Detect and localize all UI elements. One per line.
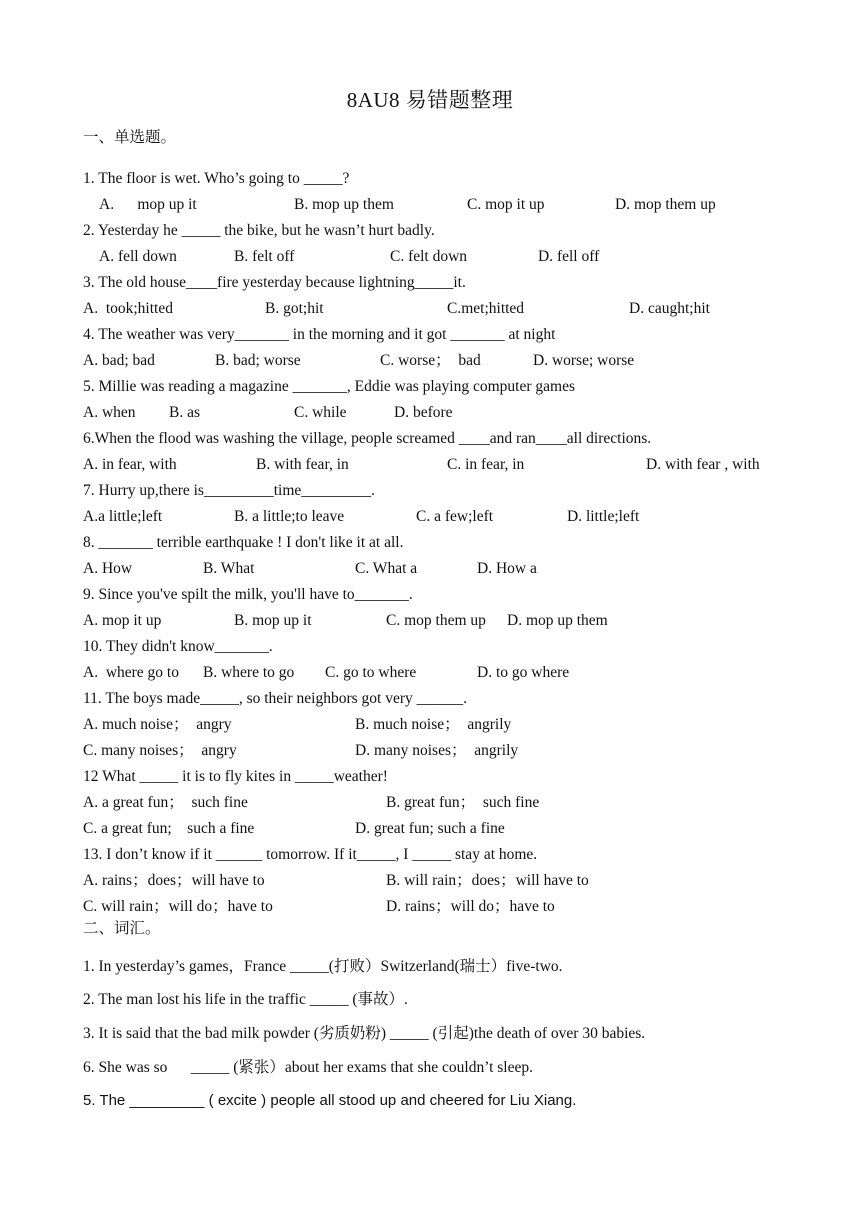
question-12-option-d: D. great fun; such a fine bbox=[355, 820, 505, 837]
question-7-option-a: A.a little;left bbox=[83, 508, 163, 525]
question-2-option-c: C. felt down bbox=[390, 248, 468, 265]
question-5-option-c: C. while bbox=[294, 404, 347, 421]
question-6-option-c: C. in fear, in bbox=[447, 456, 525, 473]
question-5-option-d: D. before bbox=[394, 404, 453, 421]
question-5-stem: 5. Millie was reading a magazine _______, Eddie was playing computer games bbox=[83, 378, 575, 395]
question-6-option-b: B. with fear, in bbox=[256, 456, 349, 473]
question-5-option-a: A. when bbox=[83, 404, 136, 421]
question-2-option-d: D. fell off bbox=[538, 248, 600, 265]
question-3-option-a: A. took;hitted bbox=[83, 300, 173, 317]
vocab-item-5: 5. The _________ ( excite ) people all stood up and cheered for Liu Xiang. bbox=[83, 1092, 577, 1109]
page-title: 8AU8 易错题整理 bbox=[346, 88, 514, 112]
question-4-stem: 4. The weather was very_______ in the morning and it got _______ at night bbox=[83, 326, 556, 343]
question-5-option-b: B. as bbox=[169, 404, 200, 421]
section-heading-single-choice: 一、单选题。 bbox=[83, 129, 177, 146]
vocab-item-2: 2. The man lost his life in the traffic _____ (事故）. bbox=[83, 991, 408, 1008]
question-9-option-c: C. mop them up bbox=[386, 612, 486, 629]
question-7-option-c: C. a few;left bbox=[416, 508, 494, 525]
question-8-option-c: C. What a bbox=[355, 560, 418, 577]
question-13-option-a: A. rains；does；will have to bbox=[83, 872, 265, 889]
question-3-stem: 3. The old house____fire yesterday because lightning_____it. bbox=[83, 274, 466, 291]
question-13-option-d: D. rains；will do；have to bbox=[386, 898, 555, 915]
question-10-option-d: D. to go where bbox=[477, 664, 570, 681]
question-8-option-a: A. How bbox=[83, 560, 133, 577]
question-12-option-c: C. a great fun; such a fine bbox=[83, 820, 255, 837]
question-3-option-b: B. got;hit bbox=[265, 300, 324, 317]
question-2-option-a: A. fell down bbox=[99, 248, 177, 265]
question-6-option-d: D. with fear , with bbox=[646, 456, 760, 473]
question-12-option-b: B. great fun； such fine bbox=[386, 794, 540, 811]
question-9-option-b: B. mop up it bbox=[234, 612, 312, 629]
question-13-option-c: C. will rain；will do；have to bbox=[83, 898, 273, 915]
question-4-option-a: A. bad; bad bbox=[83, 352, 155, 369]
question-9-stem: 9. Since you've spilt the milk, you'll have to_______. bbox=[83, 586, 413, 603]
question-1-option-d: D. mop them up bbox=[615, 196, 716, 213]
question-13-option-b: B. will rain；does；will have to bbox=[386, 872, 589, 889]
question-11-option-a: A. much noise； angry bbox=[83, 716, 232, 733]
question-8-option-d: D. How a bbox=[477, 560, 537, 577]
question-11-stem: 11. The boys made_____, so their neighbors got very ______. bbox=[83, 690, 468, 707]
question-12-stem: 12 What _____ it is to fly kites in _____weather! bbox=[83, 768, 388, 785]
question-4-option-b: B. bad; worse bbox=[215, 352, 301, 369]
question-7-stem: 7. Hurry up,there is_________time_________. bbox=[83, 482, 375, 499]
question-10-option-c: C. go to where bbox=[325, 664, 417, 681]
question-10-stem: 10. They didn't know_______. bbox=[83, 638, 273, 655]
question-11-option-c: C. many noises； angry bbox=[83, 742, 237, 759]
vocab-item-4: 6. She was so _____ (紧张）about her exams that she couldn’t sleep. bbox=[83, 1059, 533, 1076]
question-1-stem: 1. The floor is wet. Who’s going to _____? bbox=[83, 170, 350, 187]
question-10-option-a: A. where go to bbox=[83, 664, 179, 681]
question-3-option-d: D. caught;hit bbox=[629, 300, 710, 317]
question-2-stem: 2. Yesterday he _____ the bike, but he wasn’t hurt badly. bbox=[83, 222, 435, 239]
question-1-option-b: B. mop up them bbox=[294, 196, 394, 213]
question-10-option-b: B. where to go bbox=[203, 664, 295, 681]
vocab-item-3: 3. It is said that the bad milk powder (劣质奶粉) _____ (引起)the death of over 30 babies. bbox=[83, 1025, 646, 1042]
section-heading-vocabulary: 二、词汇。 bbox=[83, 920, 161, 937]
question-8-option-b: B. What bbox=[203, 560, 255, 577]
vocab-item-1: 1. In yesterday’s games，France _____(打败）Switzerland(瑞士）five-two. bbox=[83, 958, 563, 975]
question-7-option-d: D. little;left bbox=[567, 508, 640, 525]
question-6-option-a: A. in fear, with bbox=[83, 456, 177, 473]
question-6-stem: 6.When the flood was washing the village, people screamed ____and ran____all directions. bbox=[83, 430, 652, 447]
question-7-option-b: B. a little;to leave bbox=[234, 508, 345, 525]
question-4-option-c: C. worse； bad bbox=[380, 352, 481, 369]
question-1-option-a: A. mop up it bbox=[99, 196, 197, 213]
question-11-option-d: D. many noises； angrily bbox=[355, 742, 519, 759]
question-3-option-c: C.met;hitted bbox=[447, 300, 525, 317]
question-9-option-a: A. mop it up bbox=[83, 612, 162, 629]
question-9-option-d: D. mop up them bbox=[507, 612, 608, 629]
question-11-option-b: B. much noise； angrily bbox=[355, 716, 512, 733]
question-13-stem: 13. I don’t know if it ______ tomorrow. If it_____, I _____ stay at home. bbox=[83, 846, 538, 863]
question-2-option-b: B. felt off bbox=[234, 248, 295, 265]
question-1-option-c: C. mop it up bbox=[467, 196, 545, 213]
question-8-stem: 8. _______ terrible earthquake ! I don't like it at all. bbox=[83, 534, 404, 551]
question-4-option-d: D. worse; worse bbox=[533, 352, 635, 369]
question-12-option-a: A. a great fun； such fine bbox=[83, 794, 248, 811]
